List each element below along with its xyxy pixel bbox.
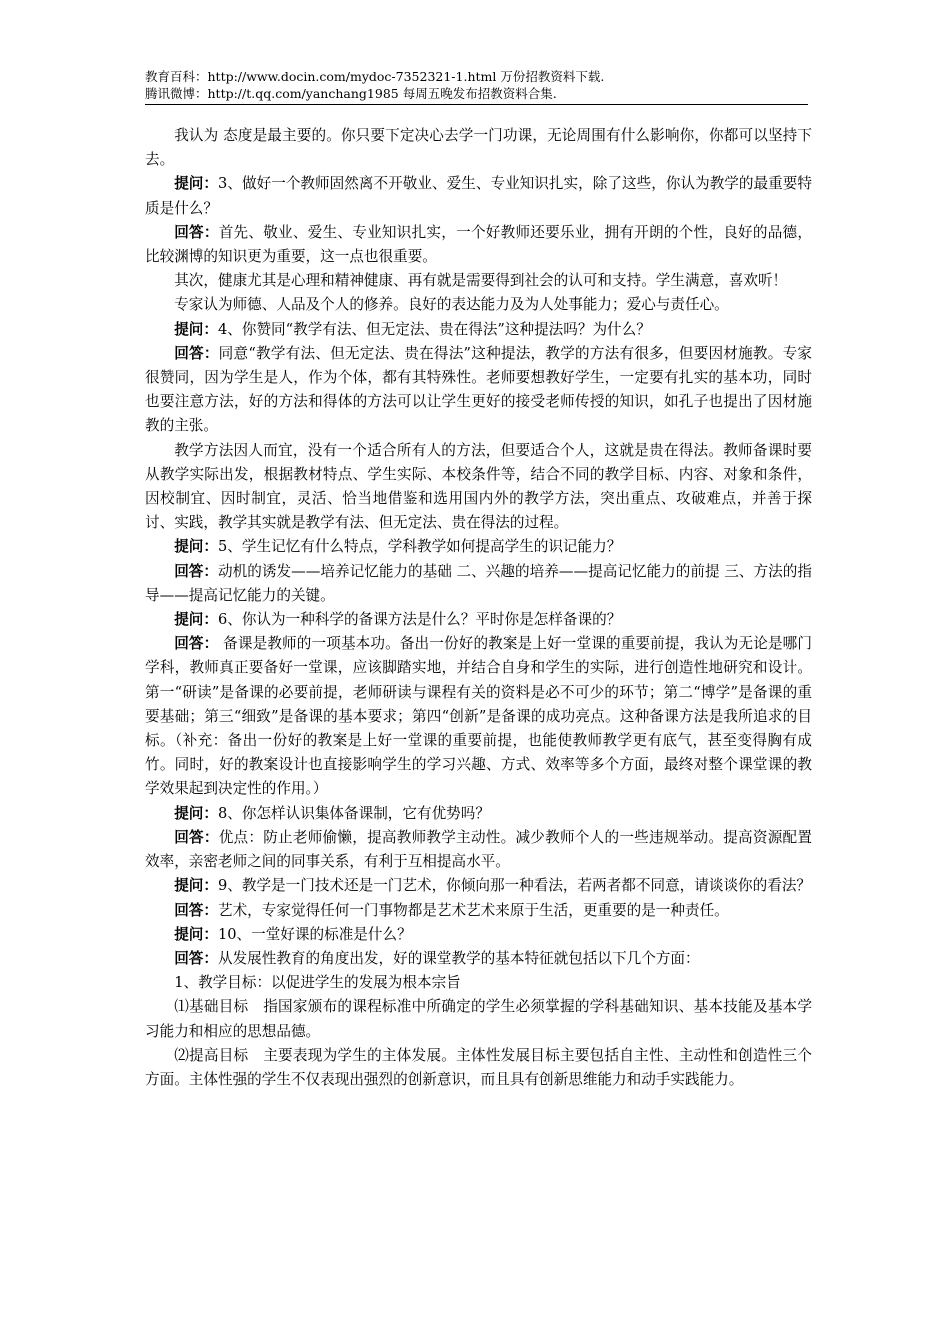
answer-label: 回答： [174, 635, 219, 653]
question-5 [145, 535, 812, 559]
paragraph-text: 其次，健康尤其是心理和精神健康、再有就是需要得到社会的认可和支持。学生满意，喜欢听！ [174, 272, 788, 290]
answer-4 [145, 342, 812, 439]
question-8 [145, 802, 812, 826]
list-item-text: 1、教学目标：以促进学生的发展为根本宗旨 [174, 974, 461, 992]
list-item-teaching-goal [145, 971, 812, 995]
answer-label: 回答： [174, 344, 219, 362]
question-text: 3、做好一个教师固然离不开敬业、爱生、专业知识扎实，除了这些，你认为教学的最重要特质是什么？ [145, 175, 812, 217]
answer-text: 优点：防止老师偷懒，提高教师教学主动性。减少教师个人的一些违规举动。提高资源配置效率，亲密老师之间的同事关系，有利于互相提高水平。 [145, 828, 812, 871]
list-item-advanced-goal [145, 1044, 812, 1092]
answer-10 [145, 947, 812, 971]
answer-label: 回答： [174, 562, 219, 580]
answer-3 [145, 221, 812, 269]
question-text: 10、一堂好课的标准是什么？ [217, 925, 412, 943]
answer-label: 回答： [174, 949, 218, 967]
answer-text: 动机的诱发——培养记忆能力的基础 二、兴趣的培养——提高记忆能力的前提 三、方法的指导——提高记忆能力的关键。 [145, 562, 812, 604]
question-label: 提问： [174, 925, 218, 943]
question-4 [145, 318, 812, 342]
question-3 [145, 172, 812, 220]
question-label: 提问： [174, 175, 219, 193]
question-text: 6、你认为一种科学的备课方法是什么？平时你是怎样备课的？ [217, 611, 622, 629]
answer-label: 回答： [174, 223, 219, 241]
question-9 [145, 874, 812, 898]
list-item-text: ⑵提高目标 主要表现为学生的主体发展。主体性发展目标主要包括自主性、主动性和创造性三个方面。主体性强的学生不仅表现出强烈的创新意识，而且具有创新思维能力和动手实践能力。 [145, 1046, 812, 1088]
question-text: 8、你怎样认识集体备课制，它有优势吗？ [217, 804, 490, 822]
page-header [145, 68, 808, 105]
question-label: 提问： [174, 538, 218, 556]
question-label: 提问： [174, 611, 218, 629]
question-label: 提问： [174, 804, 218, 822]
answer-text: 首先、敬业、爱生、专业知识扎实，一个好教师还要乐业，拥有开朗的个性，良好的品德，比较渊博的知识更为重要，这一点也很重要。 [145, 223, 812, 266]
paragraph-attitude [145, 124, 812, 172]
question-label: 提问： [174, 877, 218, 895]
answer-label: 回答： [174, 828, 219, 846]
header-line-docin: 教育百科：http://www.docin.com/mydoc-7352321-1.html 万份招教资料下载. [145, 69, 605, 84]
answer-text: 同意“教学有法、但无定法、贵在得法”这种提法，教学的方法有很多，但要因材施教。专家很赞同，因为学生是人，作为个体，都有其特殊性。老师要想教好学生，一定要有扎实的基本功，同时也要注意方法，好的方法和得体的方法可以让学生更好的接受老师传授的知识，如孔子也提出了因材施教的主张。 [145, 344, 812, 435]
question-10 [145, 923, 812, 947]
question-text: 9、教学是一门技术还是一门艺术，你倾向那一种看法，若两者都不同意，请谈谈你的看法？ [217, 877, 812, 895]
question-text: 5、学生记忆有什么特点，学科教学如何提高学生的识记能力？ [217, 538, 622, 556]
answer-5 [145, 560, 812, 608]
answer-text: 艺术，专家觉得任何一门事物都是艺术艺术来原于生活，更重要的是一种责任。 [217, 901, 729, 919]
paragraph-text: 我认为 态度是最主要的。你只要下定决心去学一门功课，无论周围有什么影响你，你都可以坚持下去。 [145, 127, 812, 169]
paragraph-expert [145, 293, 812, 317]
answer-label: 回答： [174, 901, 218, 919]
paragraph-text: 专家认为师德、人品及个人的修养。良好的表达能力及为人处事能力；爱心与责任心。 [174, 296, 729, 314]
paragraph-method [145, 439, 812, 536]
paragraph-text: 教学方法因人而宜，没有一个适合所有人的方法，但要适合个人，这就是贵在得法。教师备课时要从教学实际出发，根据教材特点、学生实际、本校条件等，结合不同的教学目标、内容、对象和条件，因校制宜、因时制宜，灵活、恰当地借鉴和选用国内外的教学方法，突出重点、攻破难点，并善于探讨、实践，教学其实就是教学有法、但无定法、贵在得法的过程。 [145, 441, 812, 532]
list-item-text: ⑴基础目标 指国家颁布的课程标准中所确定的学生必须掌握的学科基础知识、基本技能及基本学习能力和相应的思想品德。 [145, 998, 812, 1040]
answer-text: 备课是教师的一项基本功。备出一份好的教案是上好一堂课的重要前提，我认为无论是哪门学科，教师真正要备好一堂课，应该脚踏实地，并结合自身和学生的实际，进行创造性地研究和设计。第一“研读”是备课的必要前提，老师研读与课程有关的资料是必不可少的环节；第二“博学”是备课的重要基础；第三“细致”是备课的基本要求；第四“创新”是备课的成功亮点。这种备课方法是我所追求的目标。（补充：备出一份好的教案是上好一堂课的重要前提，也能使教师教学更有底气，甚至变得胸有成竹。同时，好的教案设计也直接影响学生的学习兴趣、方式、效率等多个方面，最终对整个课堂课的教学效果起到决定性的作用。） [145, 635, 812, 798]
header-line-weibo: 腾讯微博：http://t.qq.com/yanchang1985 每周五晚发布招教资料合集. [145, 86, 557, 101]
document-body [145, 124, 812, 1092]
question-label: 提问： [174, 320, 218, 338]
answer-9 [145, 899, 812, 923]
answer-6 [145, 632, 812, 801]
answer-8 [145, 826, 812, 874]
paragraph-second [145, 269, 812, 293]
answer-text: 从发展性教育的角度出发，好的课堂教学的基本特征就包括以下几个方面： [217, 949, 700, 967]
question-6 [145, 608, 812, 632]
list-item-basic-goal [145, 995, 812, 1043]
question-text: 4、你赞同“教学有法、但无定法、贵在得法”这种提法吗？为什么？ [217, 320, 651, 338]
